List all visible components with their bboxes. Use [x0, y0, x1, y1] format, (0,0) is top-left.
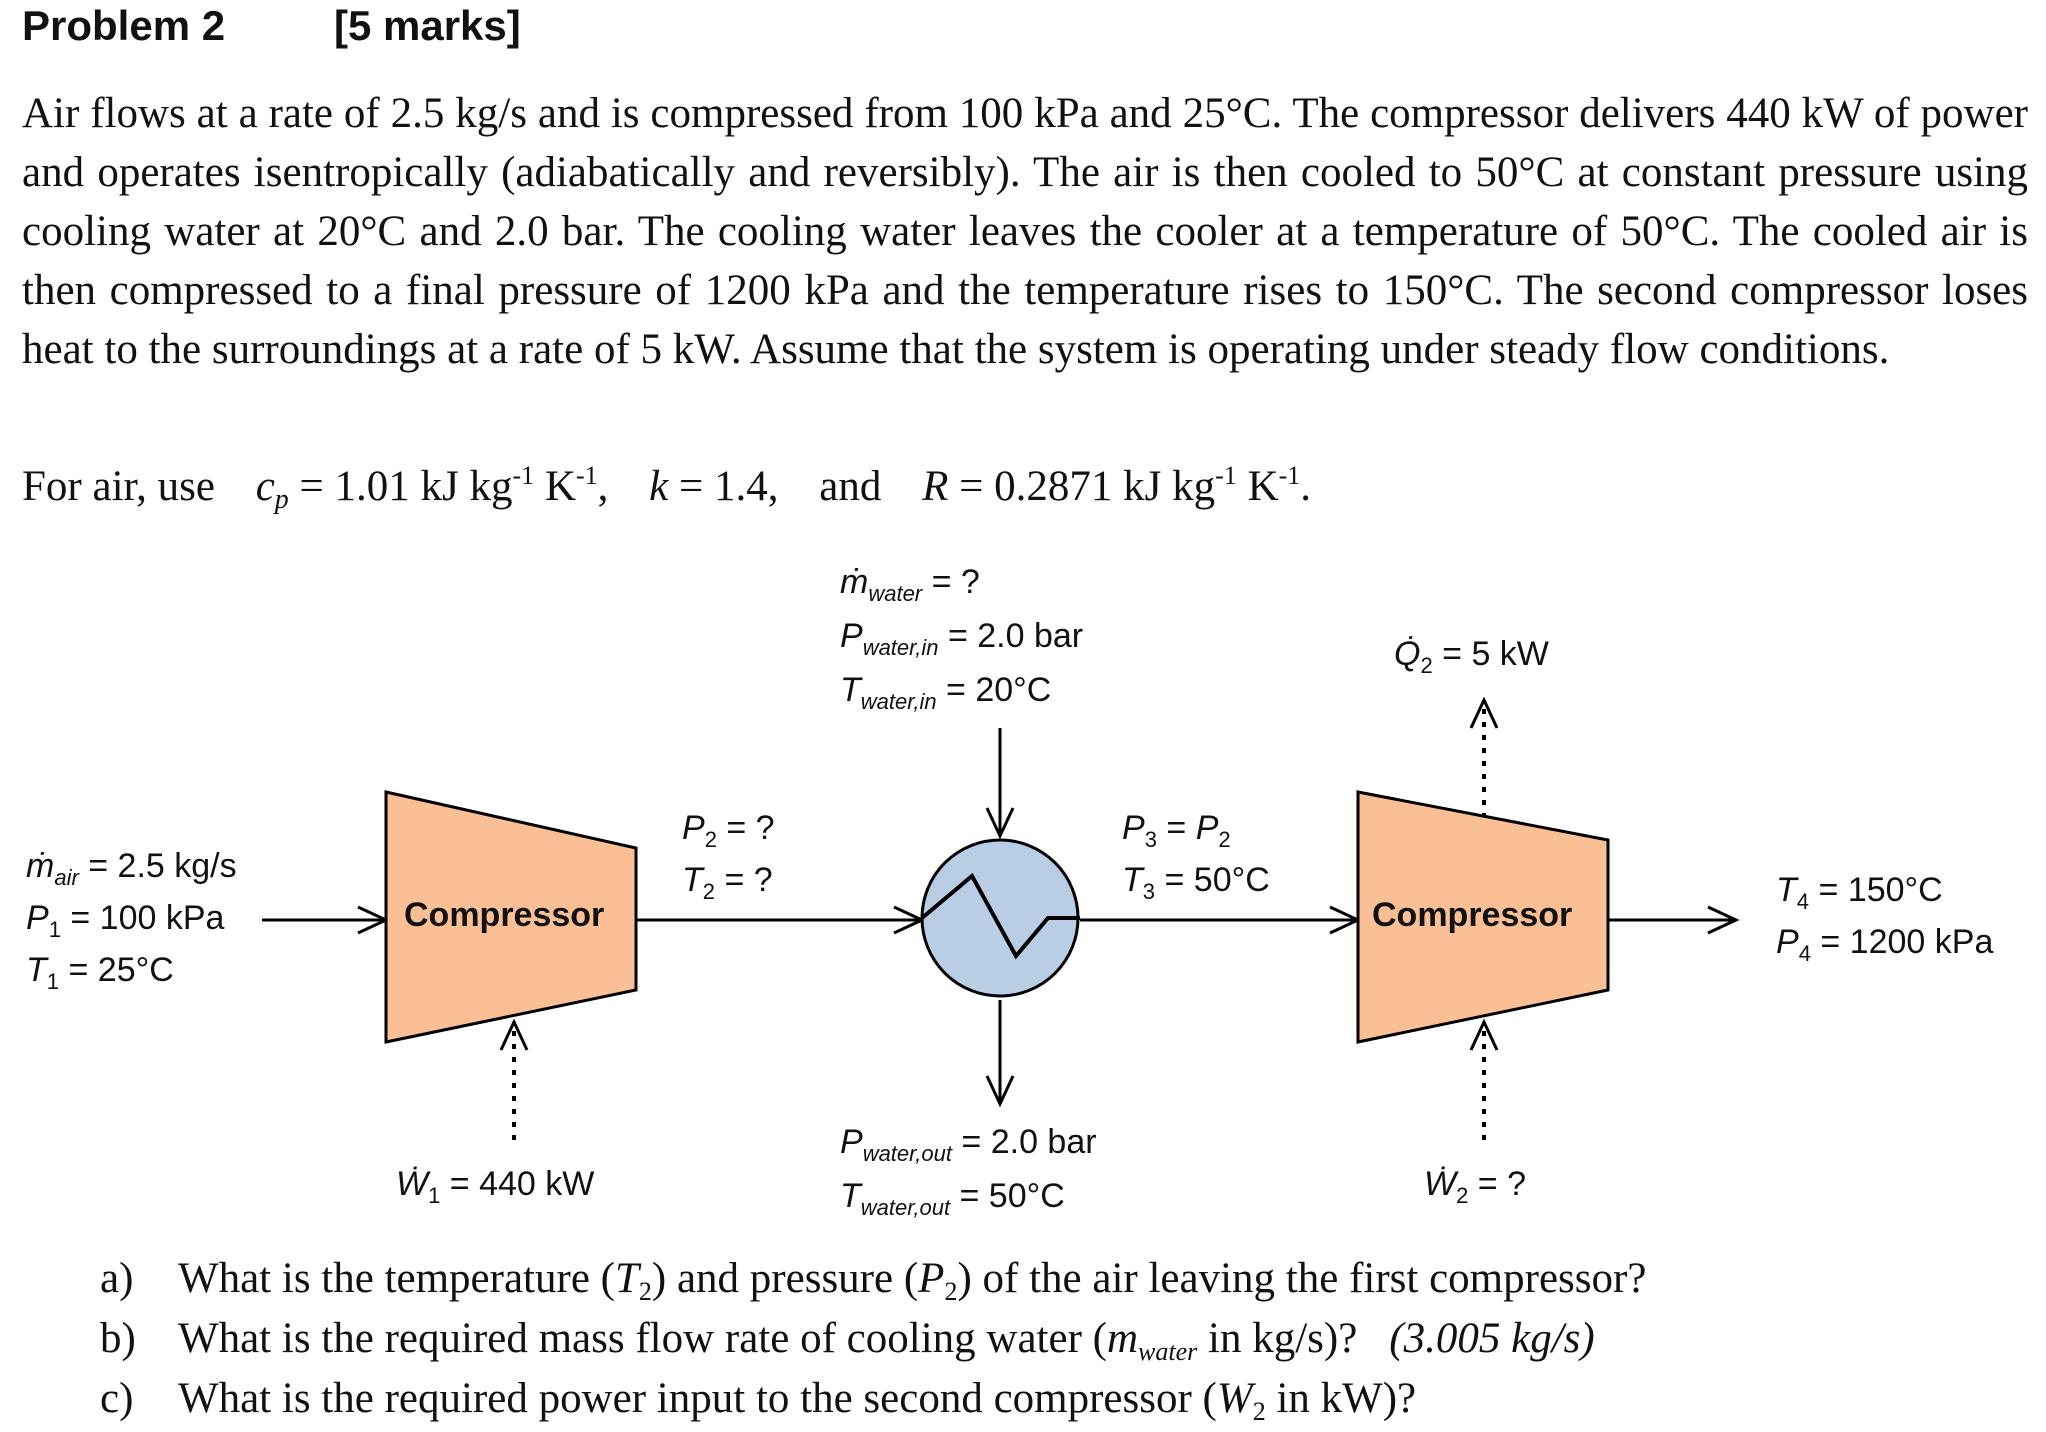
k-value: = 1.4, [679, 463, 779, 510]
question-c: c) What is the required power input to the second compressor ($W_2$ in kW)? [100, 1375, 1417, 1426]
heat-loss-label: $Q̇_2 = 5$ kW [1394, 635, 1549, 678]
compressor-1-label: Compressor [404, 896, 605, 934]
water-in-pressure: $P_{water,in} = 2.0$ bar [840, 617, 1084, 660]
water-out-pressure: $P_{water,out} = 2.0$ bar [840, 1123, 1097, 1166]
inlet-mass-flow: ṁ$_{air}$ = 2.5 kg/s [26, 847, 237, 890]
r-value: = 0.2871 kJ kg [959, 463, 1216, 510]
inlet-temperature: $T_1 = 25^\circ C$ [26, 951, 174, 994]
marks-label: [5 marks] [334, 2, 521, 49]
state-2-pressure: $P_2$ = ? [682, 809, 775, 852]
state-3-pressure: $P_3 = P_2$ [1122, 809, 1231, 852]
problem-statement: Air flows at a rate of 2.5 kg/s and is compressed from 100 kPa and 25°C. The compressor delivers 440 kW of power and operates isentropically (adiabatically and reversibly). The air is then cooled to 50°C at constant pressure using cooling water at 20°C and 2.0 bar. The cooling water leaves the cooler at a temperature of 50°C. The cooled air is then compressed to a final pressure of 1200 kPa and the temperature rises to 150°C. The second compressor loses heat to the surroundings at a rate of 5 kW. Assume that the system is operating under steady flow conditions. [22, 90, 2028, 373]
water-in-temperature: $T_{water,in} = 20^\circ C$ [840, 671, 1052, 714]
state-3-temperature: $T_3 = 50^\circ C$ [1122, 861, 1270, 904]
cp-symbol: c [255, 463, 275, 510]
air-properties: For air, use cp = 1.01 kJ $kg^{-1}$ $K^{-1}$, k = 1.4, and R = 0.2871 kJ $kg^{-1}$ $K^{-1}$. [22, 461, 1312, 515]
water-out-temperature: $T_{water,out} = 50^\circ C$ [840, 1177, 1065, 1220]
work-1-label: Ẇ$_1$ = 440 kW [396, 1165, 595, 1208]
problem-title: Problem 2 [22, 2, 226, 49]
water-mass-flow: ṁ$_{water}$ = ? [840, 563, 980, 606]
inlet-pressure: $P_1 = 100$ kPa [26, 899, 225, 942]
question-a: a) What is the temperature $(T_2)$ and pressure $(P_2)$ of the air leaving the first compressor? [100, 1255, 1647, 1306]
state-2-temperature: $T_2$ = ? [682, 861, 773, 904]
r-symbol: R [922, 463, 949, 510]
outlet-temperature: $T_4 = 150^\circ C$ [1776, 871, 1943, 914]
outlet-pressure: $P_4 = 1200$ kPa [1776, 923, 1994, 966]
question-b: b) What is the required mass flow rate of cooling water ($m_{water}$ in kg/s)? (3.005 kg/s) [100, 1315, 1595, 1366]
k-symbol: k [649, 463, 669, 510]
compressor-2-label: Compressor [1372, 896, 1573, 934]
question-b-answer: (3.005 kg/s) [1389, 1315, 1595, 1362]
work-2-label: Ẇ$_2$ = ? [1424, 1165, 1527, 1208]
cp-value: = 1.01 kJ kg [299, 463, 513, 510]
